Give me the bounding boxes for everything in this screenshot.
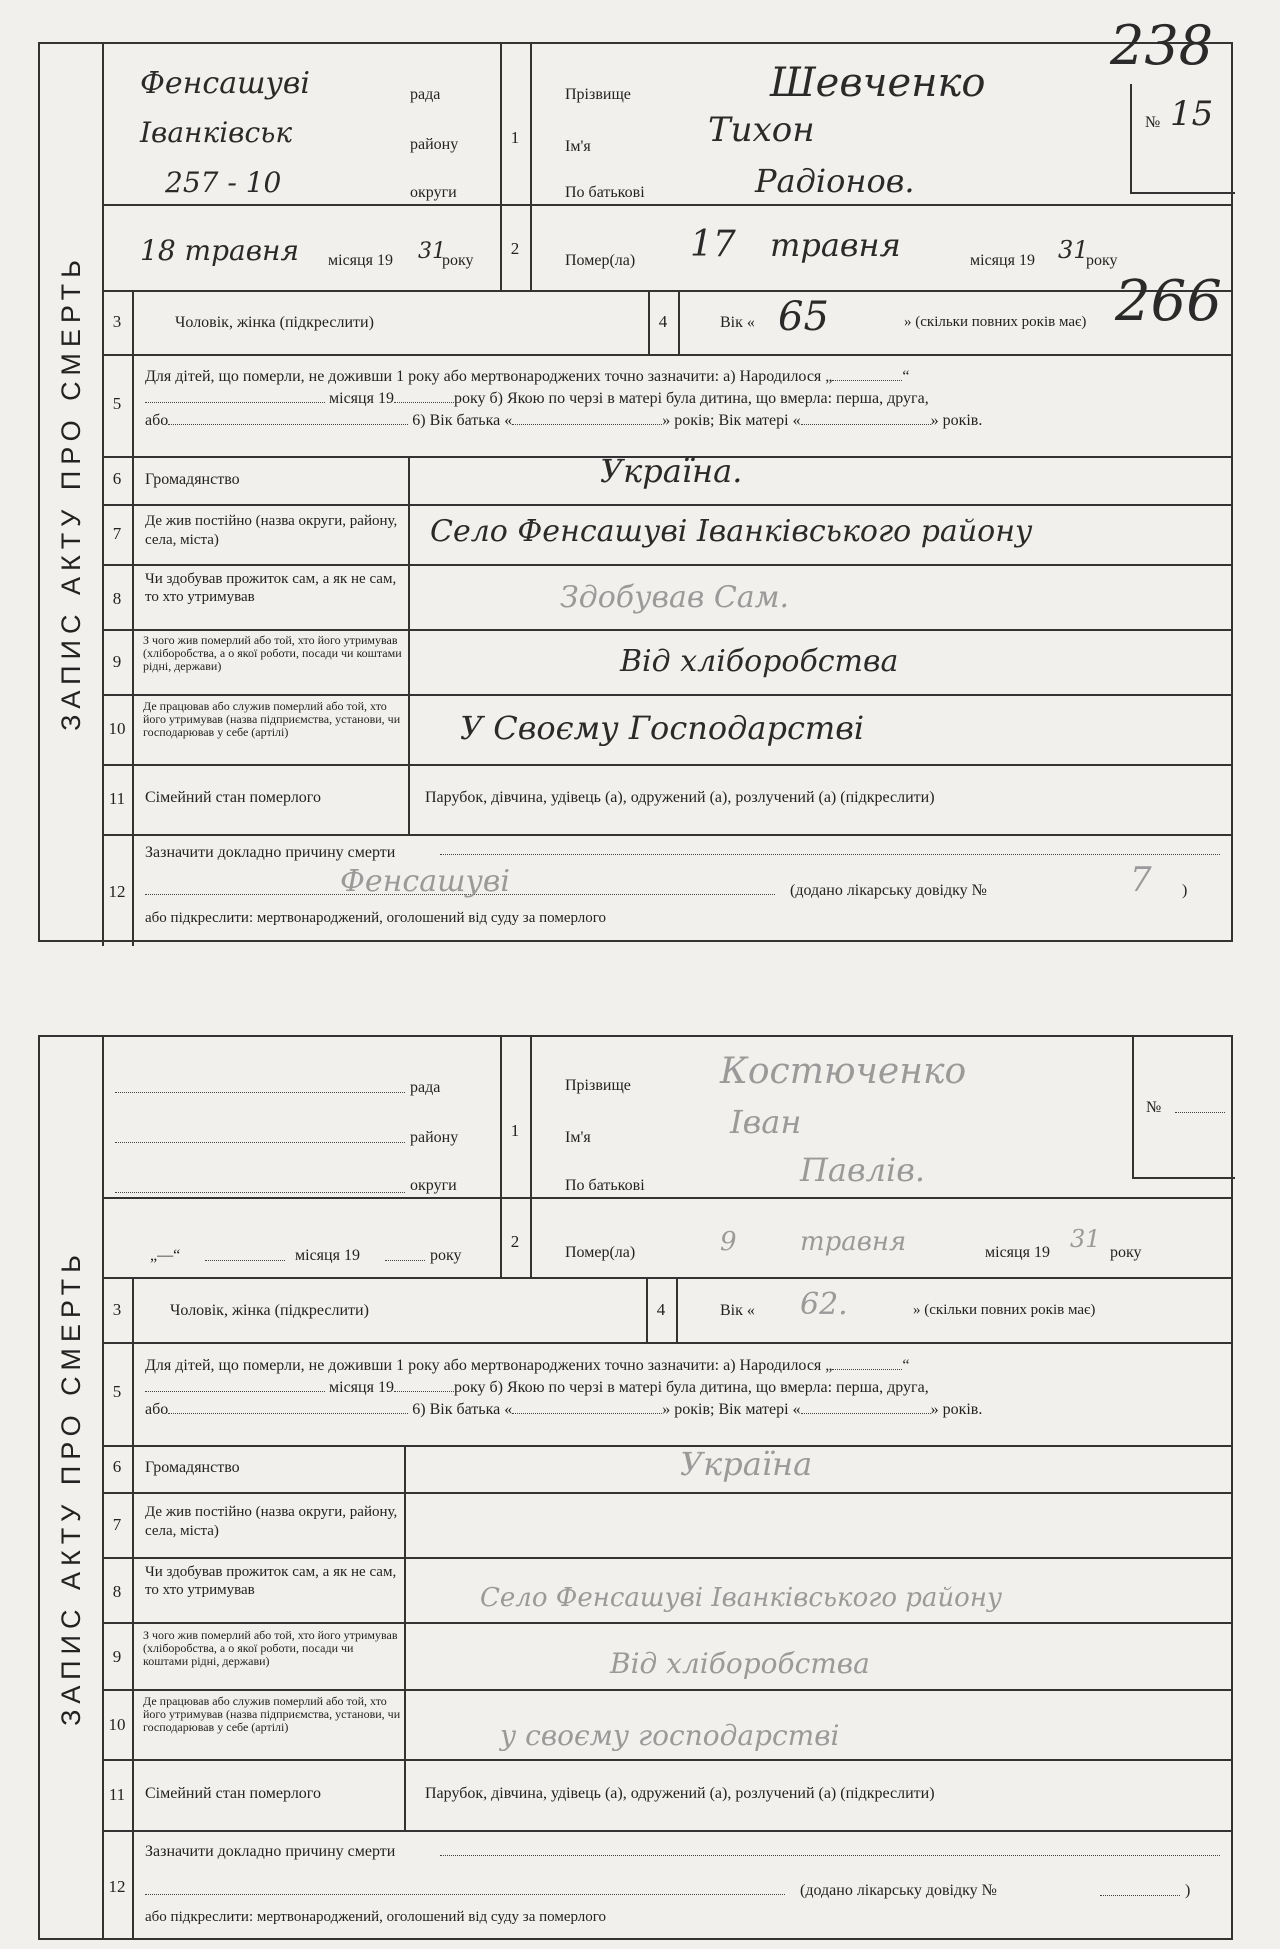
livelihood-handwritten: Здобував Сам. — [560, 580, 790, 615]
raion-handwritten: Іванківськ — [140, 116, 293, 149]
divider — [102, 1445, 1233, 1447]
side-title-text: ЗАПИС АКТУ ПРО СМЕРТЬ — [55, 253, 86, 731]
name-handwritten: Іван — [730, 1103, 802, 1141]
row-number: 1 — [510, 128, 520, 147]
certificate-end: ) — [1185, 1882, 1191, 1899]
registration-date-prefix: „—“ — [150, 1247, 181, 1264]
mother-age-label: » років; Вік матері « — [662, 1401, 801, 1418]
stillborn-label: або підкреслити: мертвонароджений, оголошений від суду за померлого — [145, 910, 607, 926]
row-number: 10 — [108, 719, 126, 738]
work-handwritten: У Своєму Господарстві — [460, 709, 865, 747]
citizenship-handwritten: Україна. — [600, 452, 743, 490]
livelihood-label: Чи здобував прожиток сам, а як не сам, то хто утримував — [145, 571, 397, 605]
row-number: 5 — [112, 1382, 122, 1401]
number-line — [1175, 1112, 1225, 1113]
row-number: 12 — [108, 882, 126, 901]
divider — [102, 1759, 1233, 1761]
father-age-label: 6) Вік батька « — [412, 1401, 513, 1418]
patronymic-handwritten: Павлів. — [800, 1151, 926, 1189]
income-handwritten: Від хліборобства — [620, 644, 899, 679]
rada-line — [115, 1092, 405, 1093]
row-number: 8 — [112, 1582, 122, 1601]
children-text-line2b: року б) Якою по черзі в матері була дитина, що вмерла: перша, друга, — [453, 1379, 929, 1396]
residence-handwritten: Село Фенсашуві Іванківського району — [430, 514, 1033, 549]
row-number: 5 — [112, 394, 122, 413]
age-handwritten: 62. — [800, 1287, 848, 1322]
okrug-line — [115, 1192, 405, 1193]
year-line — [385, 1260, 425, 1261]
died-label: Помер(ла) — [565, 1244, 636, 1261]
sex-label: Чоловік, жінка (підкреслити) — [175, 314, 374, 331]
citizenship-label: Громадянство — [145, 471, 240, 488]
certificate-end: ) — [1182, 882, 1188, 899]
marital-label: Сімейний стан померлого — [145, 789, 321, 806]
children-text-line2b: року б) Якою по черзі в матері була дитина, що вмерла: перша, друга, — [453, 390, 929, 407]
month-label: місяця 19 — [328, 252, 393, 269]
name-handwritten: Тихон — [708, 110, 815, 150]
divider — [102, 834, 1233, 836]
registration-date-handwritten: 18 травня — [140, 234, 299, 267]
number-handwritten: 15 — [1170, 94, 1214, 134]
cause-label: Зазначити докладно причину смерти — [145, 1843, 396, 1860]
year-label: року — [430, 1247, 462, 1264]
year-label: року — [1086, 252, 1118, 269]
children-text-line2: місяця 19 — [329, 390, 394, 407]
row-number: 8 — [112, 589, 122, 608]
income-label: З чого жив померлий або той, хто його утримував (хліборобства, а о якої роботи, посади чи коштами рідні, держави) — [143, 1628, 398, 1668]
divider — [102, 504, 1233, 506]
income-label: З чого жив померлий або той, хто його утримував (хліборобства, а о якої роботи, посади чи коштами рідні, держави) — [143, 633, 402, 673]
certificate-label: (додано лікарську довідку № — [790, 882, 987, 899]
cause-label: Зазначити докладно причину смерти — [145, 844, 396, 861]
died-month-handwritten: травня — [800, 1227, 907, 1257]
divider — [404, 1445, 406, 1830]
divider — [408, 456, 410, 834]
row-number: 3 — [112, 312, 122, 331]
date-line — [205, 1260, 285, 1261]
children-text-line3: або — [145, 412, 169, 429]
residence-label: Де жив постійно (назва округи, району, села, міста) — [145, 513, 398, 548]
certificate-line — [1100, 1895, 1180, 1896]
children-text-line3: або — [145, 1401, 169, 1418]
died-year-handwritten: 31 — [1058, 236, 1089, 264]
surname-handwritten: Шевченко — [770, 60, 986, 106]
divider — [530, 1037, 532, 1277]
cause-handwritten: Фенсашуві — [340, 864, 510, 899]
divider — [102, 1277, 1233, 1279]
surname-label: Прізвище — [565, 1077, 631, 1094]
row-number: 2 — [510, 239, 520, 258]
certificate-label: (додано лікарську довідку № — [800, 1882, 997, 1899]
divider — [102, 290, 104, 946]
divider — [132, 1277, 134, 1940]
residence-handwritten: Село Фенсашуві Іванківського району — [480, 1583, 1003, 1613]
marital-options: Парубок, дівчина, удівець (а), одружений (а), розлучений (а) (підкреслити) — [425, 1785, 935, 1802]
row-number: 9 — [112, 652, 122, 671]
stillborn-label: або підкреслити: мертвонароджений, оголошений від суду за померлого — [145, 1909, 607, 1925]
patronymic-label: По батькові — [565, 1177, 645, 1194]
okrug-handwritten: 257 - 10 — [165, 166, 282, 199]
divider — [102, 1277, 104, 1940]
divider — [678, 290, 680, 354]
row-number: 9 — [112, 1647, 122, 1666]
income-handwritten: Від хліборобства — [610, 1647, 870, 1680]
died-day-handwritten: 9 — [720, 1227, 737, 1257]
surname-label: Прізвище — [565, 86, 631, 103]
okrug-label: округи — [410, 184, 457, 201]
year-label: року — [442, 252, 474, 269]
divider — [102, 1622, 1233, 1624]
divider — [676, 1277, 678, 1342]
divider — [102, 1492, 1233, 1494]
row-number: 7 — [112, 1515, 122, 1534]
row-number: 7 — [112, 524, 122, 543]
divider — [102, 1557, 1233, 1559]
row-number: 4 — [656, 1300, 666, 1319]
cause-line — [145, 1894, 785, 1895]
death-record-1 — [38, 14, 1233, 942]
row-number: 6 — [112, 469, 122, 488]
mother-age-label: » років; Вік матері « — [662, 412, 801, 429]
died-label: Помер(ла) — [565, 252, 636, 269]
children-text-line2: місяця 19 — [329, 1379, 394, 1396]
side-title — [40, 1037, 104, 1938]
patronymic-handwritten: Радіонов. — [755, 162, 915, 200]
divider — [102, 1197, 1233, 1199]
died-month-handwritten: травня — [770, 226, 901, 264]
month-label: місяця 19 — [295, 1247, 360, 1264]
father-age-label: 6) Вік батька « — [412, 412, 513, 429]
corner-number-handwritten: 238 — [1110, 14, 1214, 77]
row-number: 12 — [108, 1877, 126, 1896]
row-number: 2 — [510, 1232, 520, 1251]
rada-handwritten: Фенсашуві — [140, 66, 310, 101]
age-label: Вік « — [720, 1302, 755, 1319]
cause-line — [440, 854, 1220, 855]
divider — [102, 694, 1233, 696]
work-label: Де працював або служив померлий або той, хто його утримував (назва підприємства, установи, чи господарював у себе (артілі) — [143, 1694, 401, 1734]
registration-year-handwritten: 31 — [418, 239, 446, 264]
death-record-2 — [38, 1035, 1233, 1940]
number-label: № — [1145, 114, 1161, 131]
patronymic-label: По батькові — [565, 184, 645, 201]
surname-handwritten: Костюченко — [720, 1051, 967, 1092]
years-label: » років. — [930, 412, 983, 429]
divider — [102, 629, 1233, 631]
citizenship-handwritten: Україна — [680, 1445, 813, 1483]
row-number: 3 — [112, 1300, 122, 1319]
divider — [102, 354, 1233, 356]
sex-label: Чоловік, жінка (підкреслити) — [170, 1302, 369, 1319]
livelihood-label: Чи здобував прожиток сам, а як не сам, то хто утримував — [145, 1564, 397, 1598]
name-label: Ім'я — [565, 1129, 591, 1146]
children-text: Для дітей, що померли, не доживши 1 року або мертвонароджених точно зазначити: а) Народилося „ “ місяця 19 року б) Якою по черзі в матері була дитина, що вмерла: перша, друга, або 6) Вік батька « » років; Вік матері « » років. — [145, 1357, 983, 1418]
year-label: року — [1110, 1244, 1142, 1261]
row-number: 6 — [112, 1457, 122, 1476]
okrug-label: округи — [410, 1177, 457, 1194]
children-text: Для дітей, що померли, не доживши 1 року або мертвонароджених точно зазначити: а) Народилося „ “ місяця 19 року б) Якою по черзі в матері була дитина, що вмерла: перша, друга, або 6) Вік батька « » років; Вік матері « » років. — [145, 368, 983, 429]
age-suffix-label: » (скільки повних років має) — [904, 314, 1087, 330]
row-number: 1 — [510, 1121, 520, 1140]
rada-label: рада — [410, 1079, 441, 1096]
raion-label: району — [410, 1129, 459, 1146]
stamp-number-handwritten: 266 — [1115, 269, 1222, 334]
name-label: Ім'я — [565, 138, 591, 155]
row-number: 11 — [108, 789, 126, 808]
divider — [102, 1689, 1233, 1691]
divider — [102, 204, 1233, 206]
certificate-number-handwritten: 7 — [1130, 860, 1152, 900]
age-label: Вік « — [720, 314, 755, 331]
children-text-line1: Для дітей, що померли, не доживши 1 року або мертвонароджених точно зазначити: а) Народилося „ — [145, 368, 833, 385]
work-label: Де працював або служив померлий або той, хто його утримував (назва підприємства, установи, чи господарював у себе (артілі) — [143, 699, 401, 739]
years-label: » років. — [930, 1401, 983, 1418]
row-number: 11 — [108, 1785, 126, 1804]
marital-options: Парубок, дівчина, удівець (а), одружений (а), розлучений (а) (підкреслити) — [425, 789, 935, 806]
divider — [530, 44, 532, 290]
work-handwritten: у своєму господарстві — [500, 1719, 840, 1752]
divider — [102, 764, 1233, 766]
residence-label: Де жив постійно (назва округи, району, села, міста) — [145, 1504, 398, 1539]
cause-line — [440, 1855, 1220, 1856]
side-title — [40, 44, 104, 940]
row-number: 4 — [658, 312, 668, 331]
citizenship-label: Громадянство — [145, 1459, 240, 1476]
month-died-label: місяця 19 — [970, 252, 1035, 269]
number-label: № — [1146, 1099, 1162, 1116]
died-day-handwritten: 17 — [690, 224, 736, 265]
divider — [132, 290, 134, 946]
marital-label: Сімейний стан померлого — [145, 1785, 321, 1802]
rada-label: рада — [410, 86, 441, 103]
divider — [102, 290, 1233, 292]
row-number: 10 — [108, 1715, 126, 1734]
divider — [102, 1342, 1233, 1344]
age-suffix-label: » (скільки повних років має) — [913, 1302, 1096, 1318]
divider — [102, 1830, 1233, 1832]
divider — [102, 564, 1233, 566]
month-died-label: місяця 19 — [985, 1244, 1050, 1261]
raion-label: району — [410, 136, 459, 153]
side-title-text: ЗАПИС АКТУ ПРО СМЕРТЬ — [55, 1249, 86, 1726]
age-handwritten: 65 — [778, 294, 829, 340]
raion-line — [115, 1142, 405, 1143]
children-text-line1: Для дітей, що померли, не доживши 1 року або мертвонароджених точно зазначити: а) Народилося „ — [145, 1357, 833, 1374]
died-year-handwritten: 31 — [1070, 1225, 1101, 1253]
